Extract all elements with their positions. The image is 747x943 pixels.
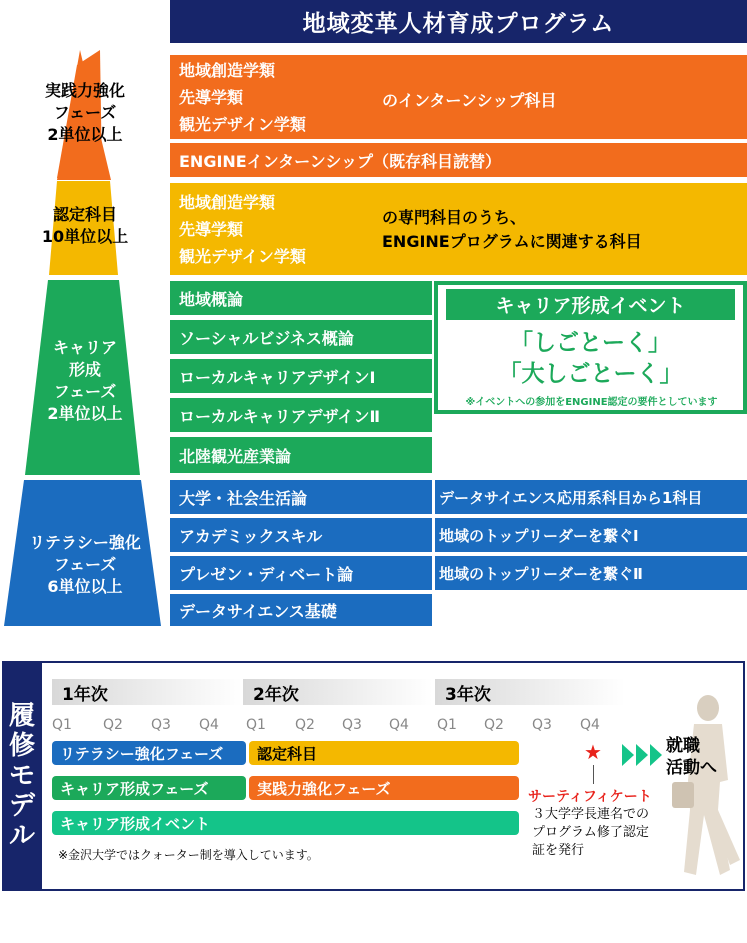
career-course-5: 北陸観光産業論 [170,437,432,473]
career-course-3: ローカルキャリアデザインⅠ [170,359,432,393]
star-icon: ★ [584,740,602,764]
timeline-career: キャリア形成フェーズ [52,776,246,800]
job-hunting-label: 就職 活動へ [666,736,717,778]
certificate-label: サーティフィケート [528,789,652,805]
career-course-1: 地域概論 [170,281,432,315]
certified-faculties-box: 地域創造学類 先導学類 観光デザイン学類 [170,183,747,275]
quarter-label: Q3 [532,717,552,733]
career-event-daishigotoku: 「大しごとーく」 [498,361,683,387]
career-event-shigotoku: 「しごとーく」 [510,330,671,356]
literacy-course-3: プレゼン・ディベート論 [170,556,432,590]
literacy-course-2: アカデミックスキル [170,518,432,552]
quarter-label: Q2 [295,717,315,733]
certified-right-text: の専門科目のうち、 ENGINEプログラムに関連する科目 [382,208,642,251]
quarter-label: Q4 [580,717,600,733]
quarter-label: Q3 [342,717,362,733]
practical-right-text: のインターンシップ科目 [382,91,557,110]
career-course-2: ソーシャルビジネス概論 [170,320,432,354]
quarter-label: Q4 [199,717,219,733]
pyramid-label-career: キャリア 形成 フェーズ 2単位以上 [47,338,123,423]
course-model-label: 履 修 モ デ ル [2,661,42,891]
career-event-title: キャリア形成イベント [446,289,735,320]
timeline-literacy: リテラシー強化フェーズ [52,741,246,765]
career-event-note: ※イベントへの参加をENGINE認定の要件としています [465,397,718,408]
pyramid-label-certified: 認定科目 10単位以上 [41,205,129,246]
quarter-label: Q4 [389,717,409,733]
literacy-course-4: データサイエンス基礎 [170,594,432,626]
certificate-description: ３大学学長連名での プログラム修了認定 証を発行 [532,807,650,858]
pyramid-label-literacy: リテラシー強化 フェーズ 6単位以上 [29,533,141,596]
year-1: 1年次 [52,679,242,705]
practical-faculties-box: 地域創造学類 先導学類 観光デザイン学類 [170,55,747,139]
timeline-event: キャリア形成イベント [52,811,519,835]
timeline-practical: 実践力強化フェーズ [249,776,519,800]
quarter-label: Q3 [151,717,171,733]
literacy-right-3: 地域のトップリーダーを繋ぐⅡ [435,556,747,590]
literacy-right-2: 地域のトップリーダーを繋ぐⅠ [435,518,747,552]
engine-internship-box: ENGINEインターンシップ（既存科目読替） [170,143,747,177]
walking-person-icon [660,690,746,890]
year-2: 2年次 [243,679,433,705]
quarter-label: Q2 [484,717,504,733]
quarter-label: Q1 [437,717,457,733]
career-course-4: ローカルキャリアデザインⅡ [170,398,432,432]
quarter-label: Q1 [246,717,266,733]
year-3: 3年次 [435,679,625,705]
timeline-certified: 認定科目 [249,741,519,765]
quarter-footnote: ※金沢大学ではクォーター制を導入しています。 [58,848,319,862]
quarter-label: Q2 [103,717,123,733]
pyramid-label-practical: 実践力強化 フェーズ 2単位以上 [44,81,125,144]
quarter-label: Q1 [52,717,72,733]
certificate-pointer [593,765,594,784]
literacy-course-1: 大学・社会生活論 [170,480,432,514]
program-title: 地域変革人材育成プログラム [170,0,747,43]
literacy-right-1: データサイエンス応用系科目から1科目 [435,480,747,514]
